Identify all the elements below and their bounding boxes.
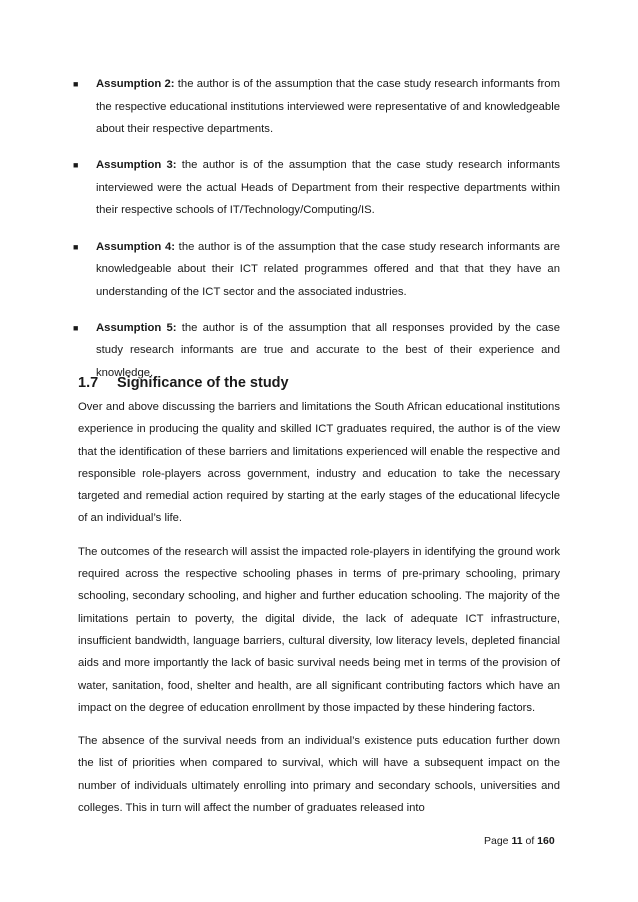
list-item xyxy=(73,154,560,222)
page-footer xyxy=(484,835,555,847)
square-bullet-icon: ■ xyxy=(73,322,79,333)
assumption-text: the author is of the assumption that the case study research informants from the respective educational institutions interviewed were representative of and knowledgeable about their respective departments. xyxy=(96,78,560,136)
assumption-label: Assumption 4: xyxy=(96,240,175,253)
square-bullet-icon: ■ xyxy=(73,79,79,89)
assumption-label: Assumption 3: xyxy=(96,159,177,172)
total-pages: 160 xyxy=(537,835,555,847)
section-number: 1.7 xyxy=(78,375,99,391)
paragraph: Over and above discussing the barriers and limitations the South African educational institutions experience in producing the quality and skilled ICT graduates required, the author is of the view that the identification of these barriers and limitations experienced will enable the respective and responsible role-players across government, industry and education to take the necessary targeted and remedial action required by starting at the early stages of the educational lifecycle of an individual’s life. xyxy=(78,401,560,525)
square-bullet-icon: ■ xyxy=(73,241,79,252)
section-title: Significance of the study xyxy=(117,375,289,391)
assumption-label: Assumption 5: xyxy=(96,321,177,334)
paragraph: The absence of the survival needs from an individual’s existence puts education further down the list of priorities when compared to survival, which will have a subsequent impact on the number of individuals ultimately enrolling into primary and secondary schools, universities and colleges. This in turn will affect the number of graduates released into xyxy=(78,735,560,815)
page-number: 11 xyxy=(511,835,523,847)
assumption-text: the author is of the assumption that the case study research informants interviewed were the actual Heads of Department from their respective departments within their respective schools of IT/Technology/Computing/IS. xyxy=(96,159,560,217)
section-heading xyxy=(78,375,289,391)
paragraph: The outcomes of the research will assist the impacted role-players in identifying the ground work required across the respective schooling phases in terms of pre-primary schooling, primary schooling, secondary schooling, and higher and further education schooling. The majority of the limitations pertain to poverty, the digital divide, the lack of adequate ICT infrastructure, insufficient bandwidth, language barriers, cultural diversity, low literacy levels, depleted financial aids and more importantly the lack of basic survival needs being met in terms of the provision of water, sanitation, food, shelter and health, are all significant contributing factors which have an impact on the degree of education enrollment by those impacted by these hindering factors. xyxy=(78,545,560,714)
section-body xyxy=(78,396,560,830)
of-word: of xyxy=(525,835,535,847)
list-item xyxy=(73,73,560,141)
assumption-text: the author is of the assumption that all responses provided by the case study research informants are true and accurate to the best of their experience and knowledge. xyxy=(96,321,560,380)
list-item xyxy=(73,236,560,304)
page-word: Page xyxy=(484,835,509,847)
assumption-label: Assumption 2: xyxy=(96,78,175,90)
assumption-text: the author is of the assumption that the case study research informants are knowledgeable about their ICT related programmes offered and that that they have an understanding of the ICT sector and the associated industries. xyxy=(96,240,560,298)
square-bullet-icon: ■ xyxy=(73,160,79,171)
